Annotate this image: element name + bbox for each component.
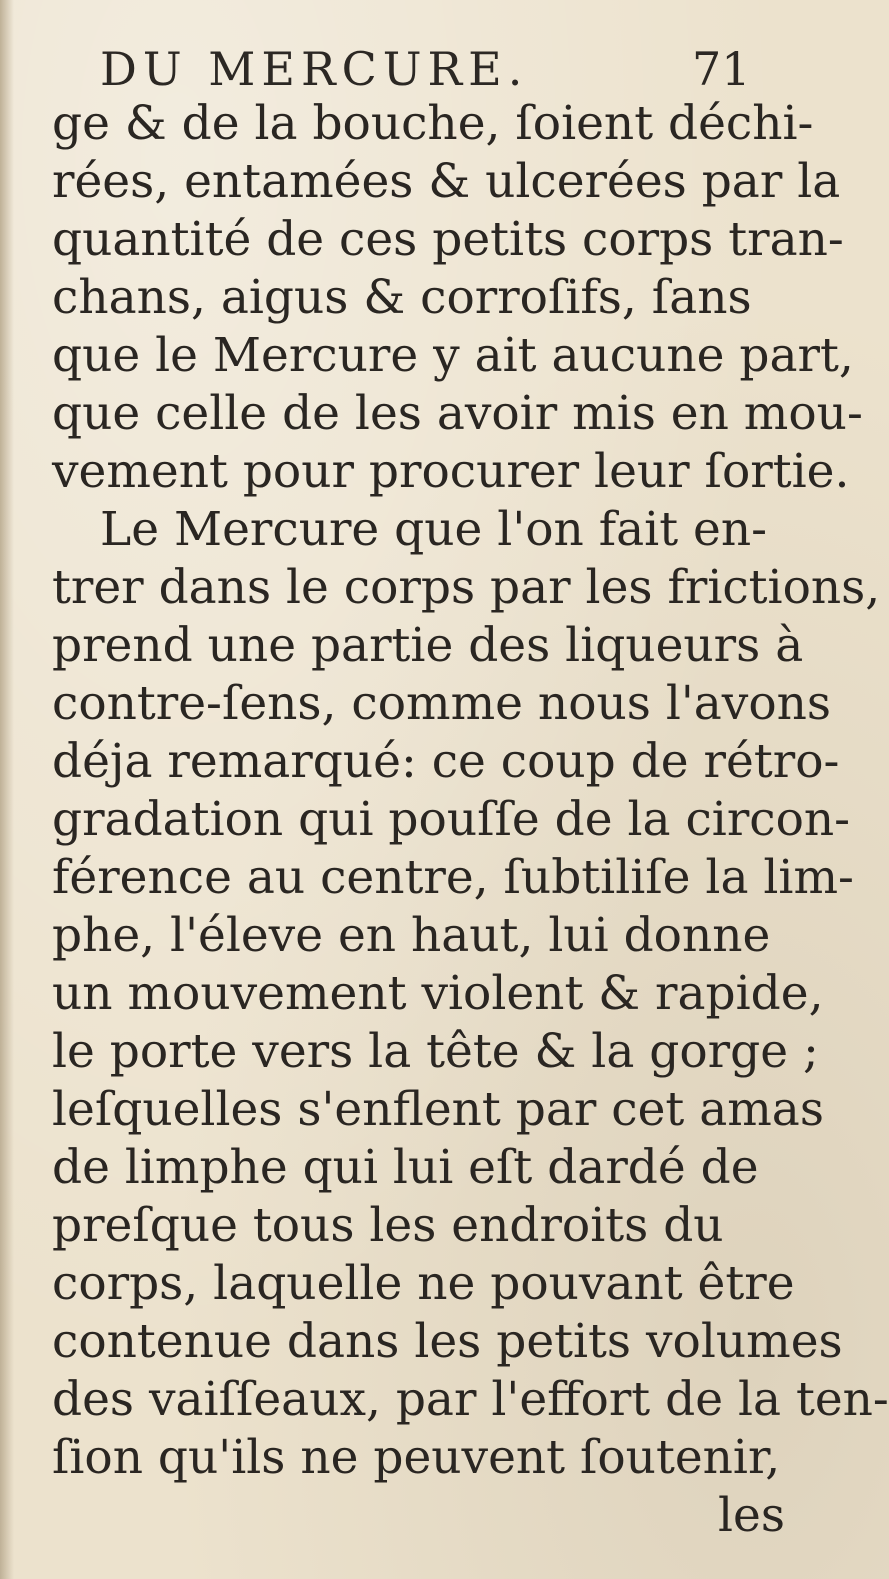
- text-line: vement pour procurer leur ſortie.: [52, 444, 850, 499]
- paragraph-start-line: Le Mercure que l'on fait en-: [100, 502, 767, 557]
- page-number: 71: [692, 42, 751, 96]
- running-title: DU MERCURE.: [100, 42, 529, 96]
- text-line: ge & de la bouche, ſoient déchi-: [52, 96, 814, 151]
- text-line: prend une partie des liqueurs à: [52, 618, 804, 673]
- text-line: corps, laquelle ne pouvant être: [52, 1256, 795, 1311]
- text-line: leſquelles s'enflent par cet amas: [52, 1082, 824, 1137]
- text-line: férence au centre, ſubtiliſe la lim-: [52, 850, 854, 905]
- text-line: chans, aigus & corroſifs, ſans: [52, 270, 752, 325]
- text-line: gradation qui pouſſe de la circon-: [52, 792, 851, 847]
- text-line: un mouvement violent & rapide,: [52, 966, 824, 1021]
- text-line: phe, l'éleve en haut, lui donne: [52, 908, 771, 963]
- text-line: le porte vers la tête & la gorge ;: [52, 1024, 819, 1079]
- text-line: trer dans le corps par les frictions,: [52, 560, 881, 615]
- text-line: contre-ſens, comme nous l'avons: [52, 676, 832, 731]
- catchword: les: [718, 1488, 785, 1543]
- text-line: quantité de ces petits corps tran-: [52, 212, 844, 267]
- text-line: rées, entamées & ulcerées par la: [52, 154, 841, 209]
- text-line: de limphe qui lui eſt dardé de: [52, 1140, 759, 1195]
- text-line: des vaiſſeaux, par l'effort de la ten-: [52, 1372, 889, 1427]
- text-line: ſion qu'ils ne peuvent ſoutenir,: [52, 1430, 781, 1485]
- text-line: preſque tous les endroits du: [52, 1198, 724, 1253]
- text-line: déja remarqué: ce coup de rétro-: [52, 734, 840, 789]
- text-line: contenue dans les petits volumes: [52, 1314, 843, 1369]
- text-line: que le Mercure y ait aucune part,: [52, 328, 854, 383]
- text-line: que celle de les avoir mis en mou-: [52, 386, 863, 441]
